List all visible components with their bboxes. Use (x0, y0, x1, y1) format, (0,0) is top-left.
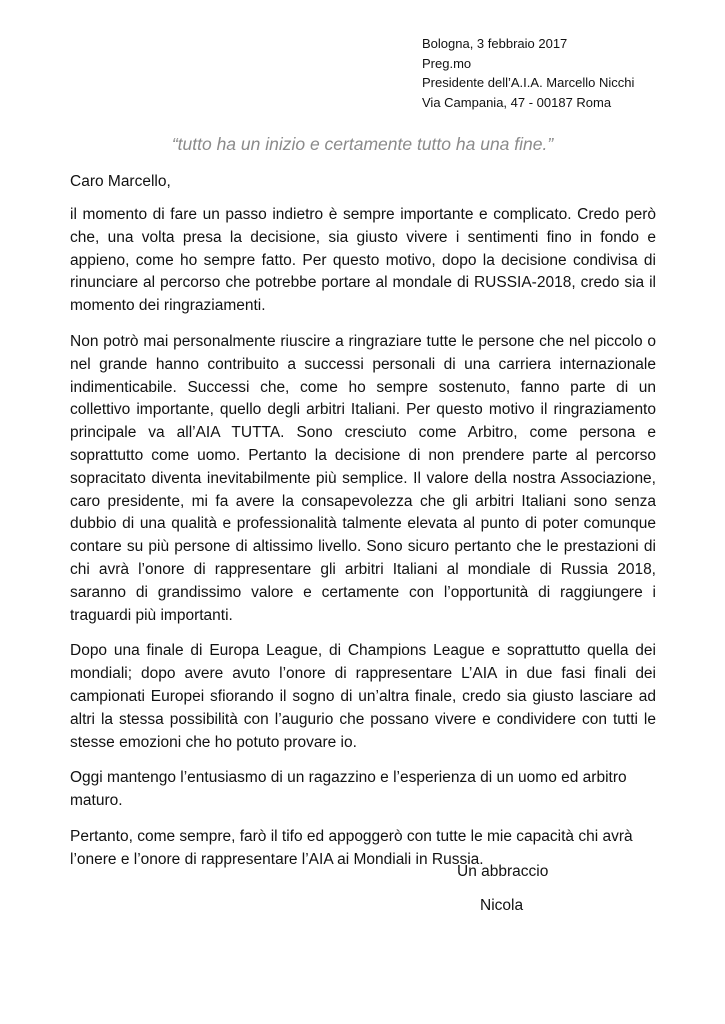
letter-body (70, 204, 656, 885)
recipient-address: Via Campania, 47 - 00187 Roma (422, 94, 612, 110)
signature-name: Nicola (480, 897, 524, 914)
closing-line: Un abbraccio (457, 863, 549, 880)
greeting: Caro Marcello, (70, 173, 171, 190)
place-date: Bologna, 3 febbraio 2017 (422, 36, 568, 51)
recipient-name: Presidente dell’A.I.A. Marcello Nicchi (422, 75, 635, 90)
letter-header (422, 34, 634, 112)
body-paragraph: Pertanto, come sempre, farò il tifo ed appoggerò con tutte le mie capacità chi avrà l’onere e l’onore di rappresentare l’AIA ai Mondiali in Russia. (70, 827, 633, 868)
body-paragraph: Oggi mantengo l’entusiasmo di un ragazzino e l’esperienza di un uomo ed arbitro maturo. (70, 769, 627, 810)
motto-quote: “tutto ha un inizio e certamente tutto ha una fine.” (171, 134, 554, 154)
body-paragraph: Dopo una finale di Europa League, di Champions League e soprattutto quella dei mondiali; dopo avere avuto l’onore di rappresentare L’AIA in due fasi finali dei campionati Europei sfiorando il sogno di un’altra finale, credo sia giusto lasciare ad altri la stessa possibilità con l’augurio che possano vivere e condividere con tutti le stesse emozioni che ho potuto provare io. (70, 642, 656, 751)
body-paragraph: Non potrò mai personalmente riuscire a ringraziare tutte le persone che nel piccolo o nel grande hanno contribuito a successi personali di una carriera internazionale indimenticabile. Successi che, come ho sempre sostenuto, fanno parte di un collettivo importante, quello degli arbitri Italiani. Per questo motivo il ringraziamento principale va all’AIA TUTTA. Sono cresciuto come Arbitro, come persona e soprattutto come uomo. Pertanto la decisione di non prendere parte al percorso sopracitato diventa inevitabilmente più semplice. Il valore della nostra Associazione, caro presidente, mi fa avere la consapevolezza che gli arbitri Italiani sono senza dubbio di una qualità e professionalità talmente elevata al punto di poter comunque contare su più persone di altissimo livello. Sono sicuro pertanto che le prestazioni di chi avrà l’onore di rappresentare gli arbitri Italiani al mondiale di Russia 2018, saranno di grandissimo valore e certamente con l’opportunità di raggiungere i traguardi più importanti. (70, 332, 656, 624)
recipient-salutation: Preg.mo (422, 55, 472, 71)
body-paragraph: il momento di fare un passo indietro è sempre importante e complicato. Credo però che, una volta presa la decisione, sia giusto vivere i sentimenti fino in fondo e appieno, come ho sempre fatto. Per questo motivo, dopo la decisione condivisa di rinunciare al percorso che potrebbe portare al mondale di RUSSIA-2018, credo sia il momento dei ringraziamenti. (70, 206, 656, 315)
